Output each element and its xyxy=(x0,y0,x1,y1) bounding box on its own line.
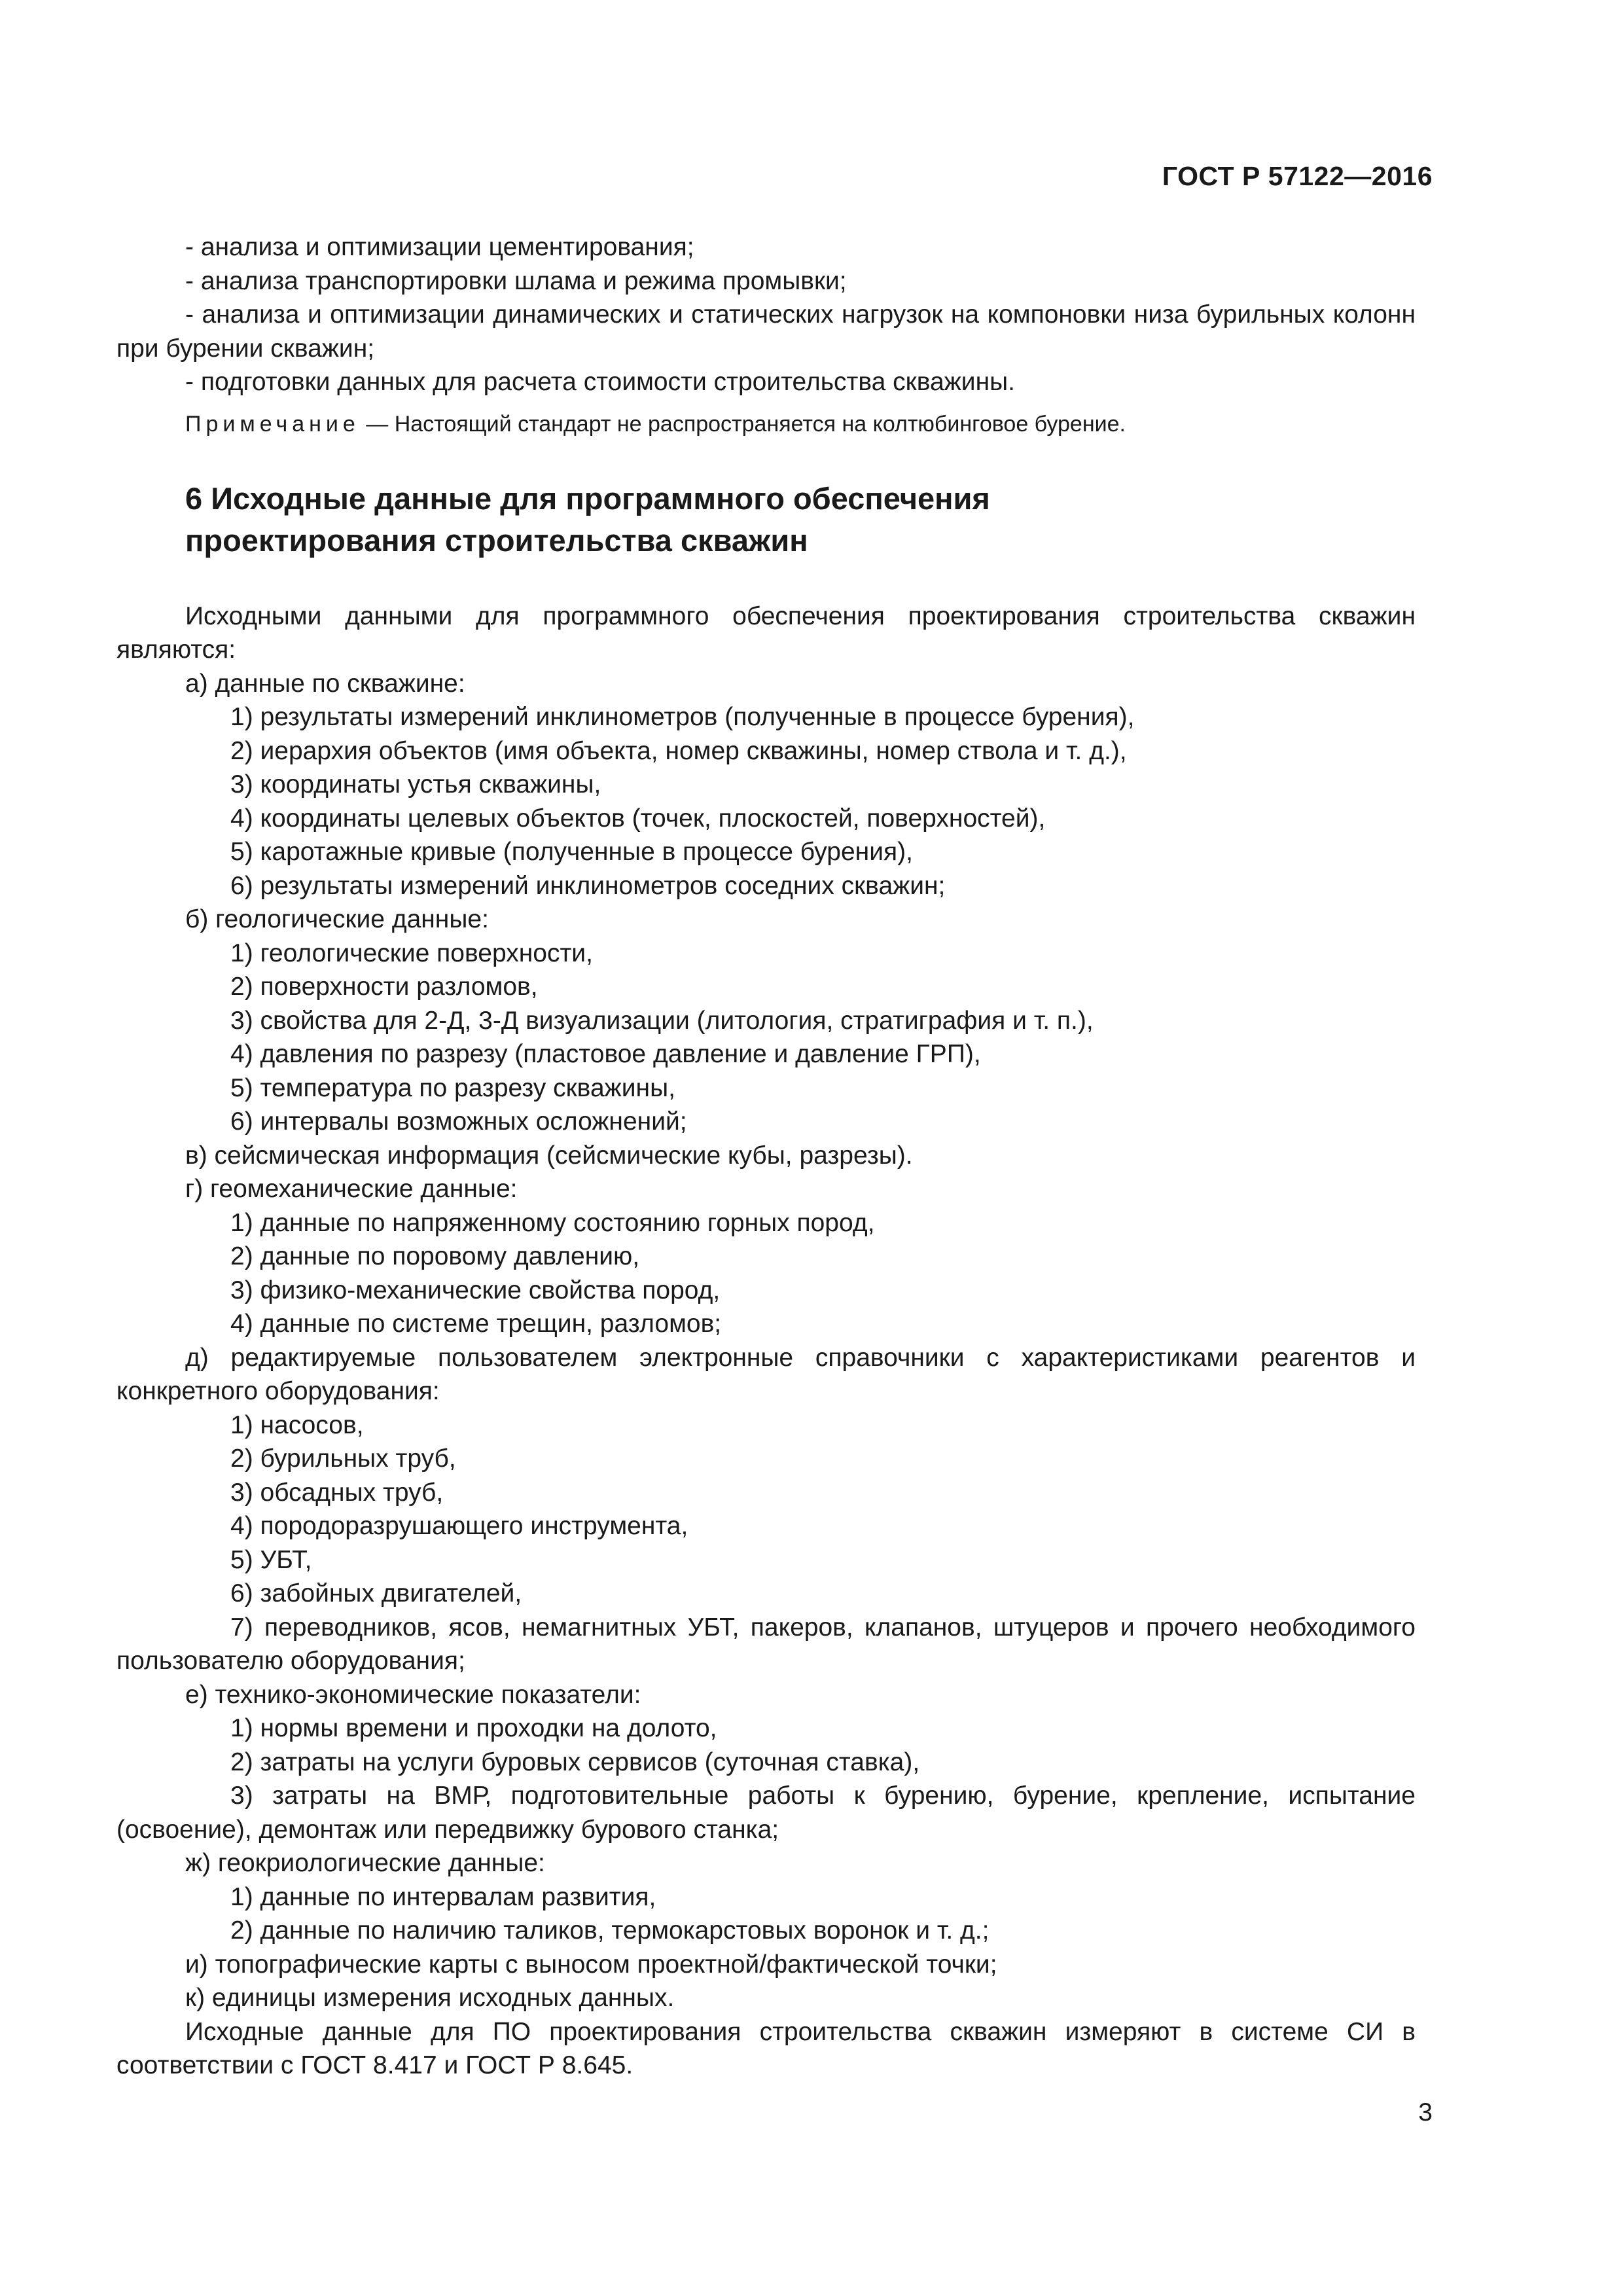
list-item: б) геологические данные: xyxy=(185,905,489,933)
section-heading xyxy=(185,478,1416,562)
page-content xyxy=(116,230,1416,2083)
list-subitem: 3) обсадных труб, xyxy=(230,1478,444,1507)
list-item: е) технико-экономические показатели: xyxy=(185,1680,641,1709)
intro-item: - анализа и оптимизации цементирования; xyxy=(185,233,694,261)
intro-item: - анализа и оптимизации динамических и статических нагрузок на компоновки низа бурильных колонн при бурении скважин; xyxy=(116,300,1416,363)
section-title-line-2: проектирования строительства скважин xyxy=(185,522,808,558)
list-subitem: 5) УБТ, xyxy=(230,1545,312,1574)
list-subitem: 4) координаты целевых объектов (точек, плоскостей, поверхностей), xyxy=(230,804,1046,833)
list-subitem: 6) интервалы возможных осложнений; xyxy=(230,1107,687,1136)
note-text: — Настоящий стандарт не распространяется на колтюбинговое бурение. xyxy=(359,411,1126,437)
intro-item: - анализа транспортировки шлама и режима промывки; xyxy=(185,266,847,295)
list-item: г) геомеханические данные: xyxy=(185,1175,518,1203)
list-subitem: 4) данные по системе трещин, разломов; xyxy=(230,1310,722,1338)
list-item: ж) геокриологические данные: xyxy=(185,1849,545,1877)
list-subitem: 5) каротажные кривые (полученные в процессе бурения), xyxy=(230,838,913,866)
list-subitem: 2) данные по поровому давлению, xyxy=(230,1242,640,1270)
list-subitem: 6) забойных двигателей, xyxy=(230,1579,522,1607)
list-subitem: 4) давления по разрезу (пластовое давление и давление ГРП), xyxy=(230,1040,981,1068)
list-item: а) данные по скважине: xyxy=(185,669,465,698)
note-label: Примечание xyxy=(185,411,360,437)
list-subitem: 1) данные по напряженному состоянию горных пород, xyxy=(230,1208,875,1237)
list-subitem: 1) данные по интервалам развития, xyxy=(230,1882,656,1911)
list-subitem: 2) иерархия объектов (имя объекта, номер скважины, номер ствола и т. д.), xyxy=(230,736,1127,765)
list-item: Исходные данные для ПО проектирования строительства скважин измеряют в системе СИ в соответствии с ГОСТ 8.417 и ГОСТ Р 8.645. xyxy=(116,2017,1416,2079)
list-subitem: 1) насосов, xyxy=(230,1410,364,1439)
list-subitem: 6) результаты измерений инклинометров соседних скважин; xyxy=(230,871,946,900)
note xyxy=(116,408,1416,440)
page-number: 3 xyxy=(1418,2098,1433,2126)
list-subitem: 5) температура по разрезу скважины, xyxy=(230,1073,675,1102)
list-subitem: 3) координаты устья скважины, xyxy=(230,770,601,798)
list-subitem: 2) бурильных труб, xyxy=(230,1444,456,1473)
list-item: и) топографические карты с выносом проектной/фактической точки; xyxy=(185,1950,997,1979)
list-subitem: 1) нормы времени и проходки на долото, xyxy=(230,1714,717,1742)
list-subitem: 3) физико-механические свойства пород, xyxy=(230,1276,721,1304)
list-subitem: 3) затраты на ВМР, подготовительные работы к бурению, бурение, крепление, испытание (освоение), демонтаж или передвижку бурового станка; xyxy=(116,1782,1416,1844)
document-code: ГОСТ Р 57122—2016 xyxy=(1162,161,1433,191)
list-item: д) редактируемые пользователем электронные справочники с характеристиками реагентов и конкретного оборудования: xyxy=(116,1343,1416,1405)
list-subitem: 4) породоразрушающего инструмента, xyxy=(230,1512,688,1540)
intro-item: - подготовки данных для расчета стоимости строительства скважины. xyxy=(185,368,1015,396)
list-subitem: 2) затраты на услуги буровых сервисов (суточная ставка), xyxy=(230,1748,920,1776)
list-subitem: 7) переводников, ясов, немагнитных УБТ, пакеров, клапанов, штуцеров и прочего необходимого пользователю оборудования; xyxy=(116,1613,1416,1675)
list-subitem: 1) результаты измерений инклинометров (полученные в процессе бурения), xyxy=(230,703,1135,731)
list-subitem: 2) поверхности разломов, xyxy=(230,973,538,1001)
list-subitem: 3) свойства для 2-Д, 3-Д визуализации (литология, стратиграфия и т. п.), xyxy=(230,1006,1094,1035)
list-subitem: 1) геологические поверхности, xyxy=(230,939,593,967)
list-subitem: 2) данные по наличию таликов, термокарстовых воронок и т. д.; xyxy=(230,1916,990,1945)
section-intro-paragraph: Исходными данными для программного обеспечения проектирования строительства скважин являются: xyxy=(116,601,1416,664)
list-item: в) сейсмическая информация (сейсмические кубы, разрезы). xyxy=(185,1141,913,1170)
input-data-list xyxy=(116,667,1416,2083)
list-item: к) единицы измерения исходных данных. xyxy=(185,1984,675,2012)
section-title-line-1: 6 Исходные данные для программного обеспечения xyxy=(185,480,990,516)
